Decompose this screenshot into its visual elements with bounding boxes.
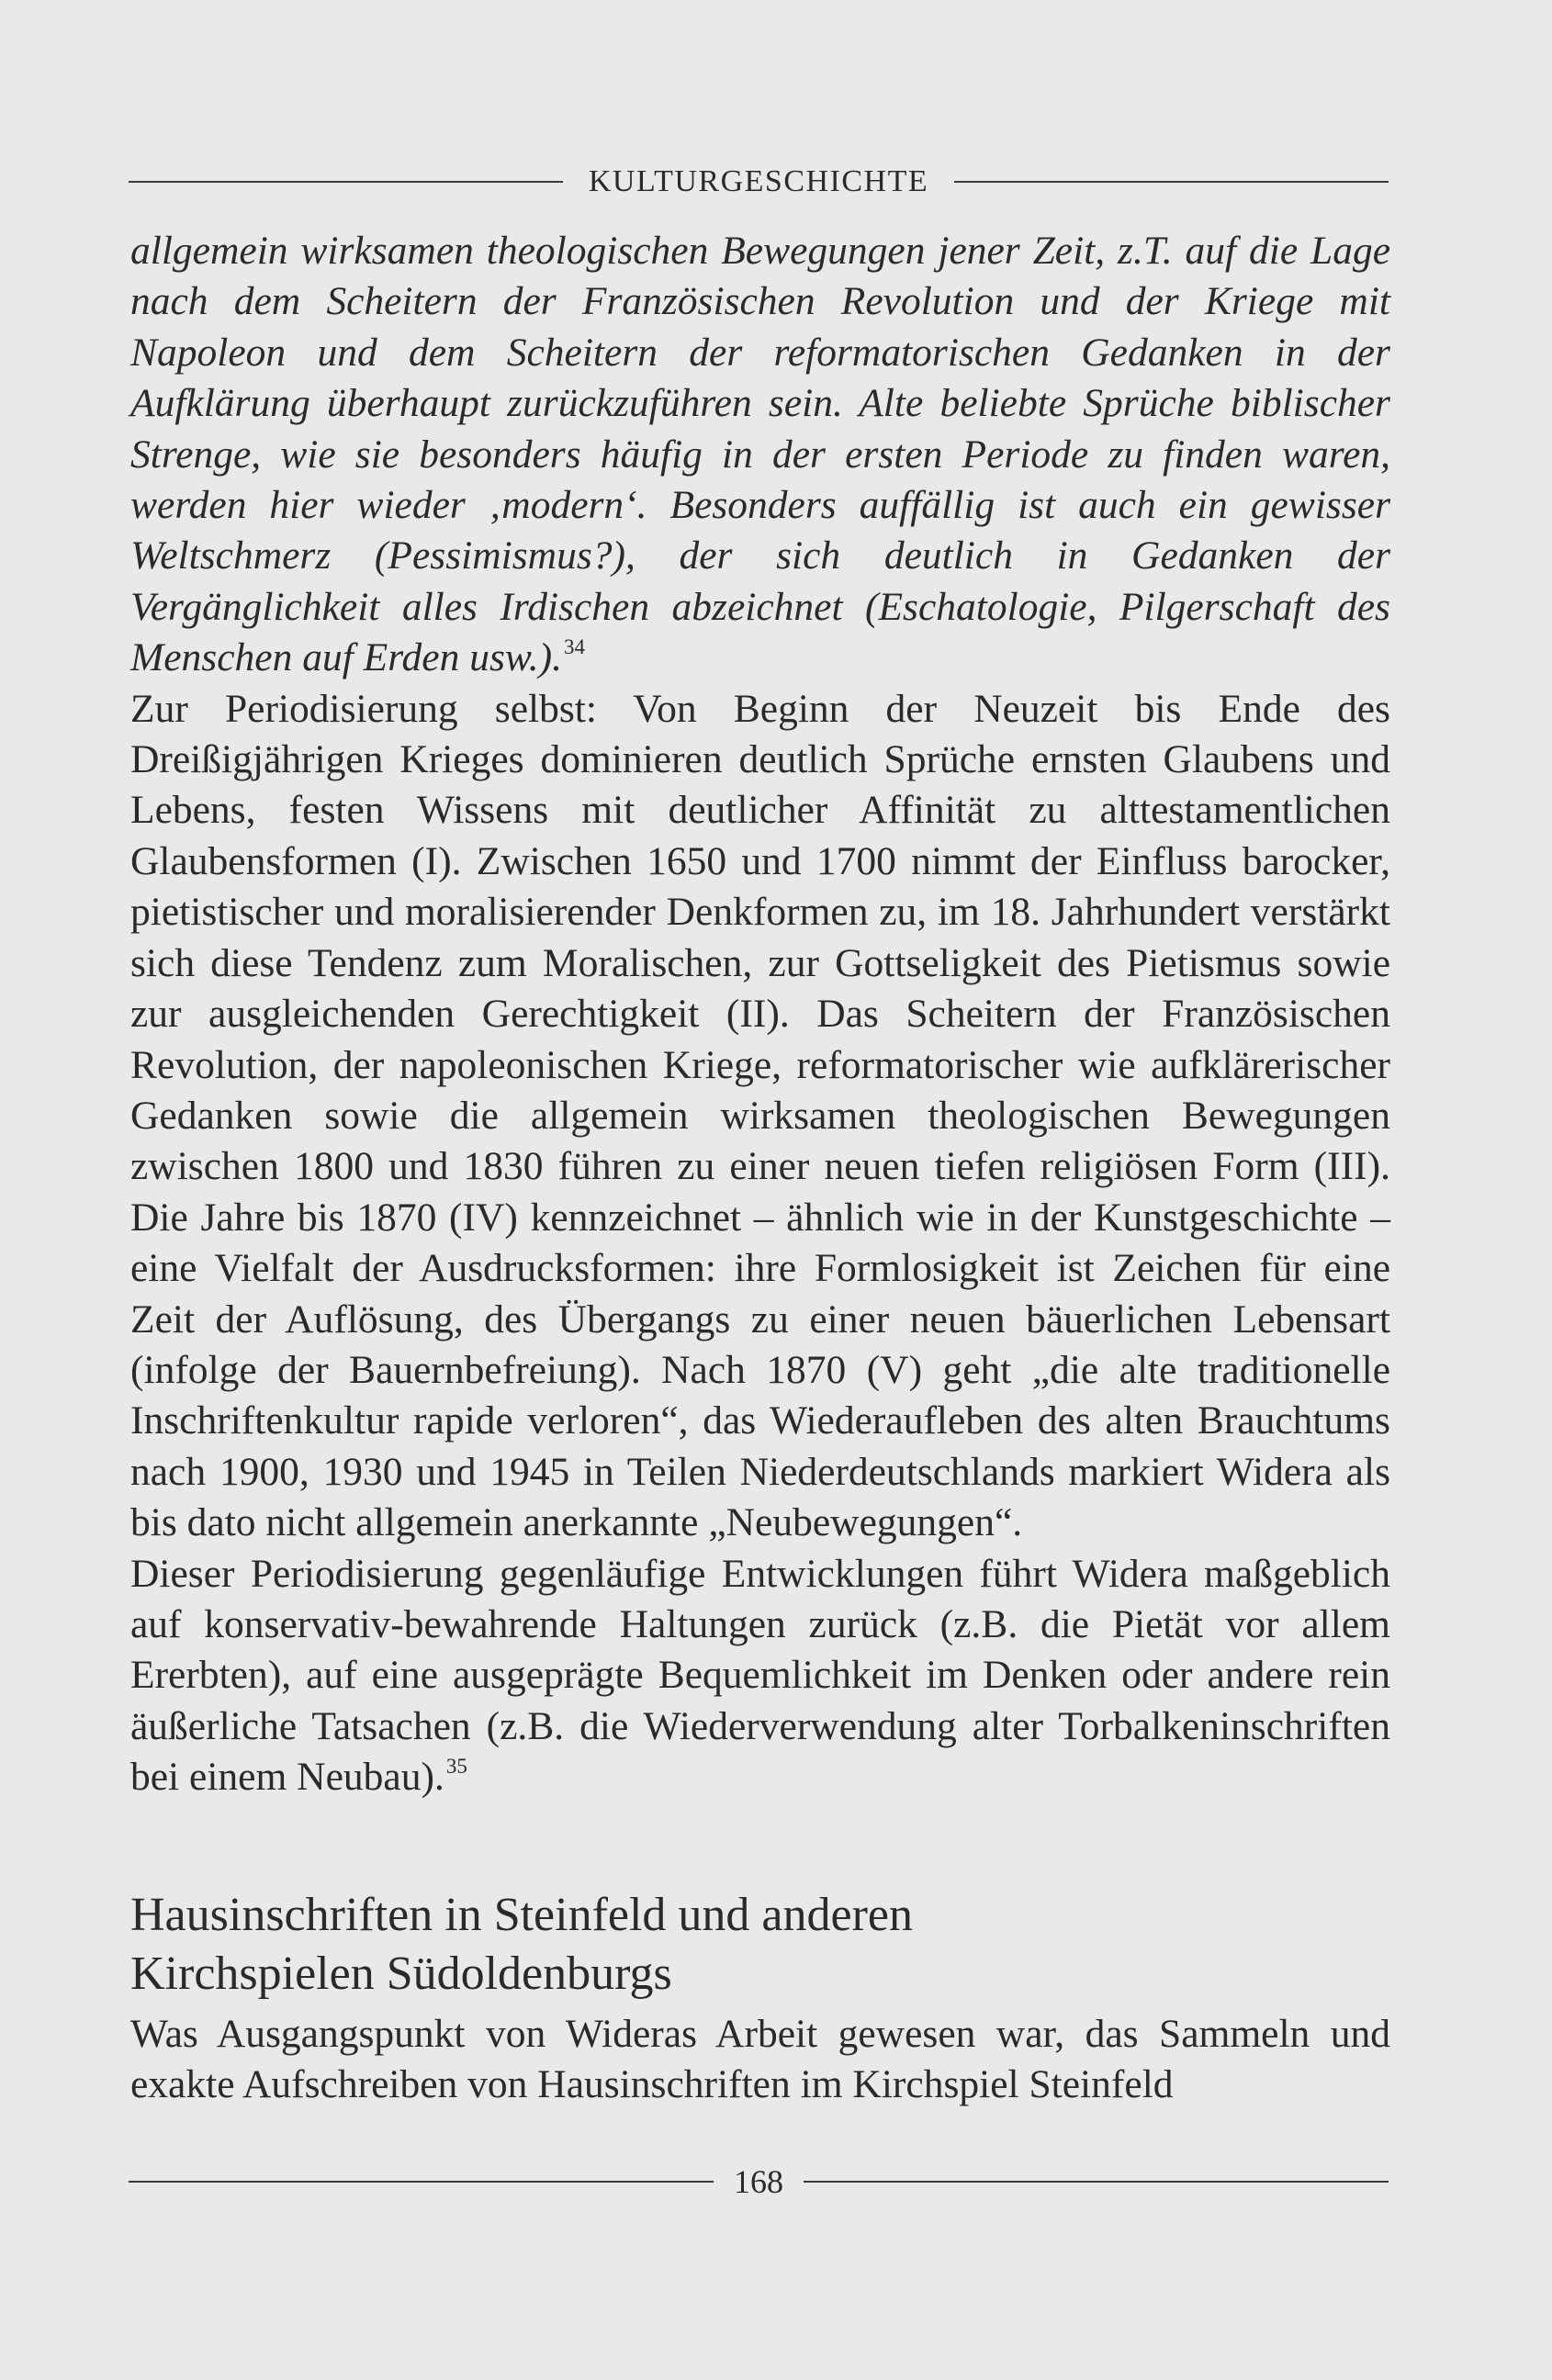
- body-text: [130, 226, 1390, 2110]
- section-heading: [130, 1886, 1390, 2004]
- counter-paragraph-text: Dieser Periodisierung gegenläufige Entwicklungen führt Widera maßgeblich auf konservativ-bewahrende Haltungen zurück (z.B. die Pietät vor allem Ererbten), auf eine ausgeprägte Bequemlichkeit im Denken oder andere rein äußerliche Tatsachen (z.B. die Wiederverwendung alter Torbalkeninschriften bei einem Neubau).: [130, 1551, 1390, 1800]
- running-head-left-rule: [129, 181, 563, 183]
- section-heading-line-1: Hausinschriften in Steinfeld und anderen: [130, 1888, 913, 1941]
- folio-right-rule: [804, 2181, 1389, 2183]
- section-first-paragraph: [130, 2009, 1390, 2111]
- page-number: 168: [734, 2163, 783, 2200]
- running-head: [129, 156, 1389, 208]
- running-head-right-rule: [954, 181, 1389, 183]
- footnote-marker-35: 35: [445, 1755, 467, 1779]
- periodization-paragraph-text: Zur Periodisierung selbst: Von Beginn der Neuzeit bis Ende des Dreißigjährigen Krieges dominieren deutlich Sprüche ernsten Glaubens und Lebens, festen Wissens mit deutlicher Affinität zu alttestamentlichen Glaubensformen (I). Zwischen 1650 und 1700 nimmt der Einfluss barocker, pietistischer und moralisierender Denkformen zu, im 18. Jahrhundert verstärkt sich diese Tendenz zum Moralischen, zur Gottseligkeit des Pietismus sowie zur ausgleichenden Gerechtigkeit (II). Das Scheitern der Französischen Revolution, der napoleonischen Kriege, reformatorischer wie aufklärerischer Gedanken sowie die allgemein wirksamen theologischen Bewegungen zwischen 1800 und 1830 führen zu einer neuen tiefen religiösen Form (III). Die Jahre bis 1870 (IV) kennzeichnet – ähnlich wie in der Kunstgeschichte – eine Vielfalt der Ausdrucksformen: ihre Formlosigkeit ist Zeichen für eine Zeit der Auflösung, des Übergangs zu einer neuen bäuerlichen Lebensart (infolge der Bauernbefreiung). Nach 1870 (V) geht „die alte traditionelle Inschriftenkultur rapide verloren“, das Wiederaufleben des alten Brauchtums nach 1900, 1930 und 1945 in Teilen Niederdeutschlands markiert Widera als bis dato nicht allgemein anerkannte „Neubewegungen“.: [130, 686, 1390, 1545]
- intro-paragraph-text: allgemein wirksamen theologischen Bewegungen jener Zeit, z.T. auf die Lage nach dem Scheitern der Französischen Revolution und der Kriege mit Napoleon und dem Scheitern der reformatorischen Gedanken in der Aufklärung überhaupt zurückzuführen sein. Alte beliebte Sprüche biblischer Strenge, wie sie besonders häufig in der ersten Periode zu finden waren, werden hier wieder ‚modern‘. Besonders auffällig ist auch ein gewisser Weltschmerz (Pessimismus?), der sich deutlich in Gedanken der Vergänglichkeit alles Irdischen abzeichnet (Eschatologie, Pilgerschaft des Menschen auf Erden usw.).: [130, 229, 1390, 680]
- folio: [129, 2156, 1389, 2207]
- folio-left-rule: [129, 2181, 714, 2183]
- intro-paragraph: [130, 226, 1390, 684]
- running-head-title: KULTURGESCHICHTE: [588, 164, 929, 198]
- counter-developments-paragraph: [130, 1549, 1390, 1803]
- footnote-marker-34: 34: [563, 635, 585, 659]
- periodization-paragraph: [130, 684, 1390, 1549]
- section-first-paragraph-text: Was Ausgangspunkt von Wideras Arbeit gewesen war, das Sammeln und exakte Aufschreiben von Hausinschriften im Kirchspiel Steinfeld: [130, 2011, 1390, 2106]
- section-heading-line-2: Kirchspielen Südoldenburgs: [130, 1947, 672, 2000]
